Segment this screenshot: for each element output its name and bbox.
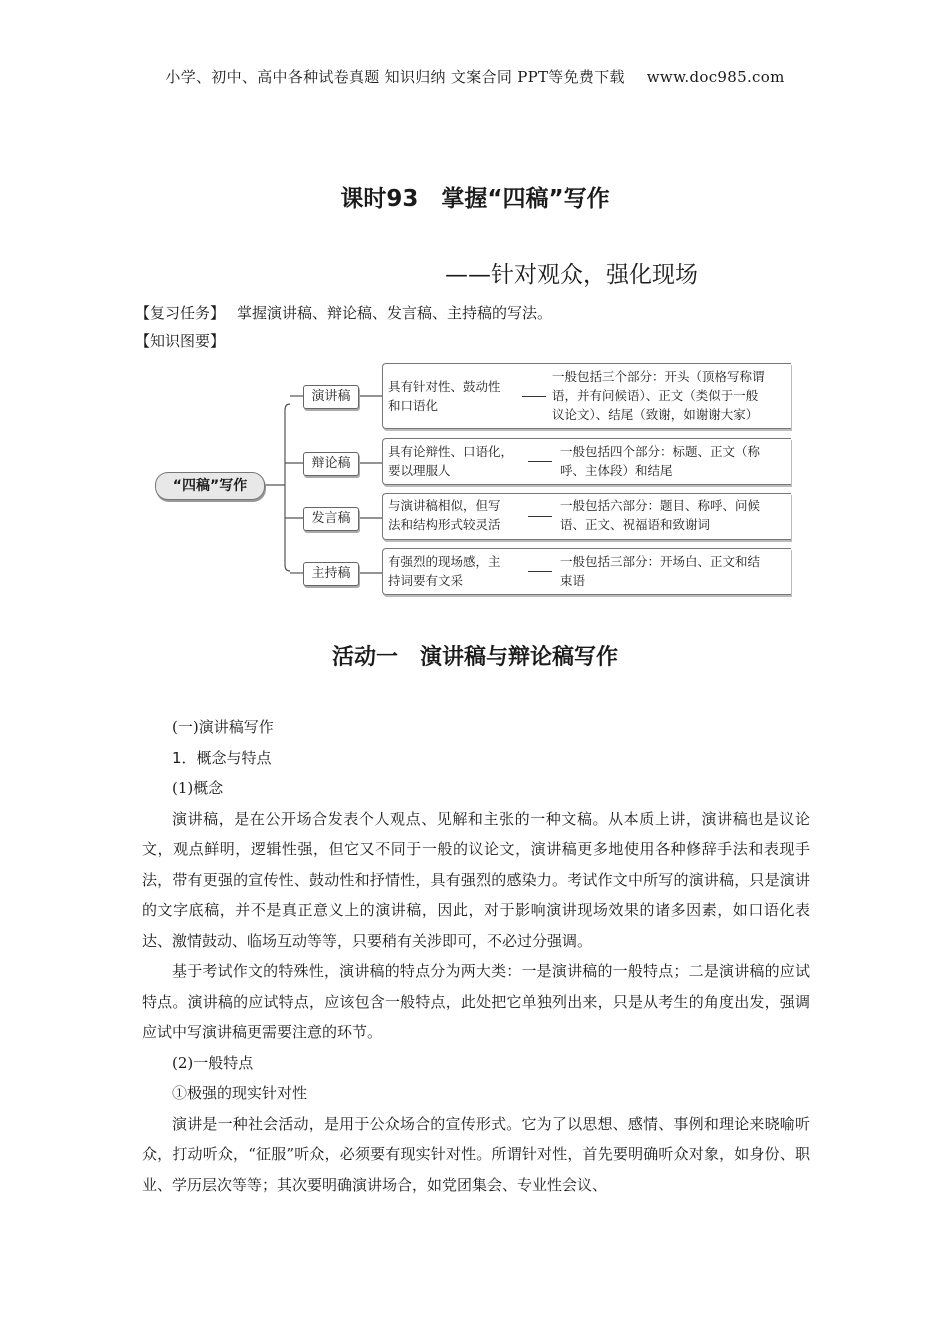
map-node-host: 主持稿 xyxy=(303,562,359,586)
map-desc-host xyxy=(560,552,805,590)
knowledge-map-heading xyxy=(135,330,225,351)
review-task xyxy=(135,302,552,323)
review-task-label: 【复习任务】 xyxy=(135,304,226,322)
lesson-subtitle: ——针对观众，强化现场 xyxy=(445,262,698,288)
feature-line: 要以理服人 xyxy=(388,463,451,478)
desc-line: 束语 xyxy=(560,573,586,588)
feature-line: 具有论辩性、口语化， xyxy=(388,444,514,459)
paragraph: 基于考试作文的特殊性，演讲稿的特点分为两大类：一是演讲稿的一般特点；二是演讲稿的应试特点。演讲稿的应试特点，应该包含一般特点，此处把它单独列出来，只是从考生的角度出发，强调应试中写演讲稿更需要注意的环节。 xyxy=(142,962,810,1041)
header-text: 小学、初中、高中各种试卷真题 知识归纳 文案合同 PPT等免费下载 xyxy=(165,68,625,86)
map-feature-speech xyxy=(388,377,501,415)
header-site[interactable]: www.doc985.com xyxy=(646,68,785,86)
desc-line: 一般包括三部分：开场白、正文和结 xyxy=(560,554,761,569)
map-root-node: “四稿”写作 xyxy=(155,472,265,500)
feature-line: 与演讲稿相似，但写 xyxy=(388,498,501,513)
desc-line: 一般包括四个部分：标题、正文（称 xyxy=(560,444,761,459)
review-task-text: 掌握演讲稿、辩论稿、发言稿、主持稿的写法。 xyxy=(237,304,553,322)
map-feature-address xyxy=(388,496,501,534)
lesson-title: 课时93 掌握“四稿”写作 xyxy=(340,186,610,212)
spine-connector xyxy=(285,404,290,571)
paragraph: 演讲是一种社会活动，是用于公众场合的宣传形式。它为了以思想、感情、事例和理论来晓喻听众，打动听众，“征服”听众，必须要有现实针对性。所谓针对性，首先要明确听众对象，如身份、职业、学历层次等等；其次要明确演讲场合，如党团集会、专业性会议、 xyxy=(142,1114,810,1194)
desc-line: 呼、主体段）和结尾 xyxy=(560,463,673,478)
body-text xyxy=(142,712,810,1200)
desc-line: 一般包括三个部分：开头（顶格写称谓 xyxy=(552,369,765,384)
map-desc-address xyxy=(560,496,805,534)
feature-line: 具有针对性、鼓动性 xyxy=(388,379,501,394)
desc-line: 议论文）、结尾（致谢，如谢谢大家） xyxy=(552,407,759,422)
map-feature-host xyxy=(388,552,501,590)
map-desc-speech xyxy=(552,367,797,424)
map-dash xyxy=(528,461,552,462)
feature-line: 和口语化 xyxy=(388,398,439,413)
section-heading: ①极强的现实针对性 xyxy=(172,1084,308,1102)
map-dash xyxy=(528,571,552,572)
section-heading: (一)演讲稿写作 xyxy=(172,718,274,736)
feature-line: 法和结构形式较灵活 xyxy=(388,517,501,532)
page-header xyxy=(0,66,950,87)
feature-line: 持词要有文采 xyxy=(388,573,464,588)
map-dash xyxy=(528,516,552,517)
map-dash xyxy=(522,396,546,397)
map-desc-debate xyxy=(560,442,805,480)
desc-line: 语、正文、祝福语和致谢词 xyxy=(560,517,711,532)
knowledge-mind-map xyxy=(150,362,790,594)
map-node-speech: 演讲稿 xyxy=(303,385,359,409)
map-feature-debate xyxy=(388,442,513,480)
section-heading: (2)一般特点 xyxy=(172,1053,254,1072)
map-node-debate: 辩论稿 xyxy=(303,452,359,476)
activity-title: 活动一 演讲稿与辩论稿写作 xyxy=(331,645,618,670)
section-heading: (1)概念 xyxy=(172,779,224,797)
knowledge-map-label: 【知识图要】 xyxy=(135,332,226,350)
map-node-address: 发言稿 xyxy=(303,507,359,531)
desc-line: 语，并有问候语）、正文（类似于一般 xyxy=(552,388,759,403)
paragraph: 演讲稿，是在公开场合发表个人观点、见解和主张的一种文稿。从本质上讲，演讲稿也是议论文，观点鲜明，逻辑性强，但它又不同于一般的议论文，演讲稿更多地使用各种修辞手法和表现手法，带有更强的宣传性、鼓动性和抒情性，具有强烈的感染力。考试作文中所写的演讲稿，只是演讲的文字底稿，并不是真正意义上的演讲稿，因此，对于影响演讲现场效果的诸多因素，如口语化表达、激情鼓动、临场互动等等，只要稍有关涉即可，不必过分强调。 xyxy=(142,809,810,950)
feature-line: 有强烈的现场感，主 xyxy=(388,554,501,569)
section-heading: 1．概念与特点 xyxy=(172,748,272,767)
desc-line: 一般包括六部分：题目、称呼、问候 xyxy=(560,498,761,513)
